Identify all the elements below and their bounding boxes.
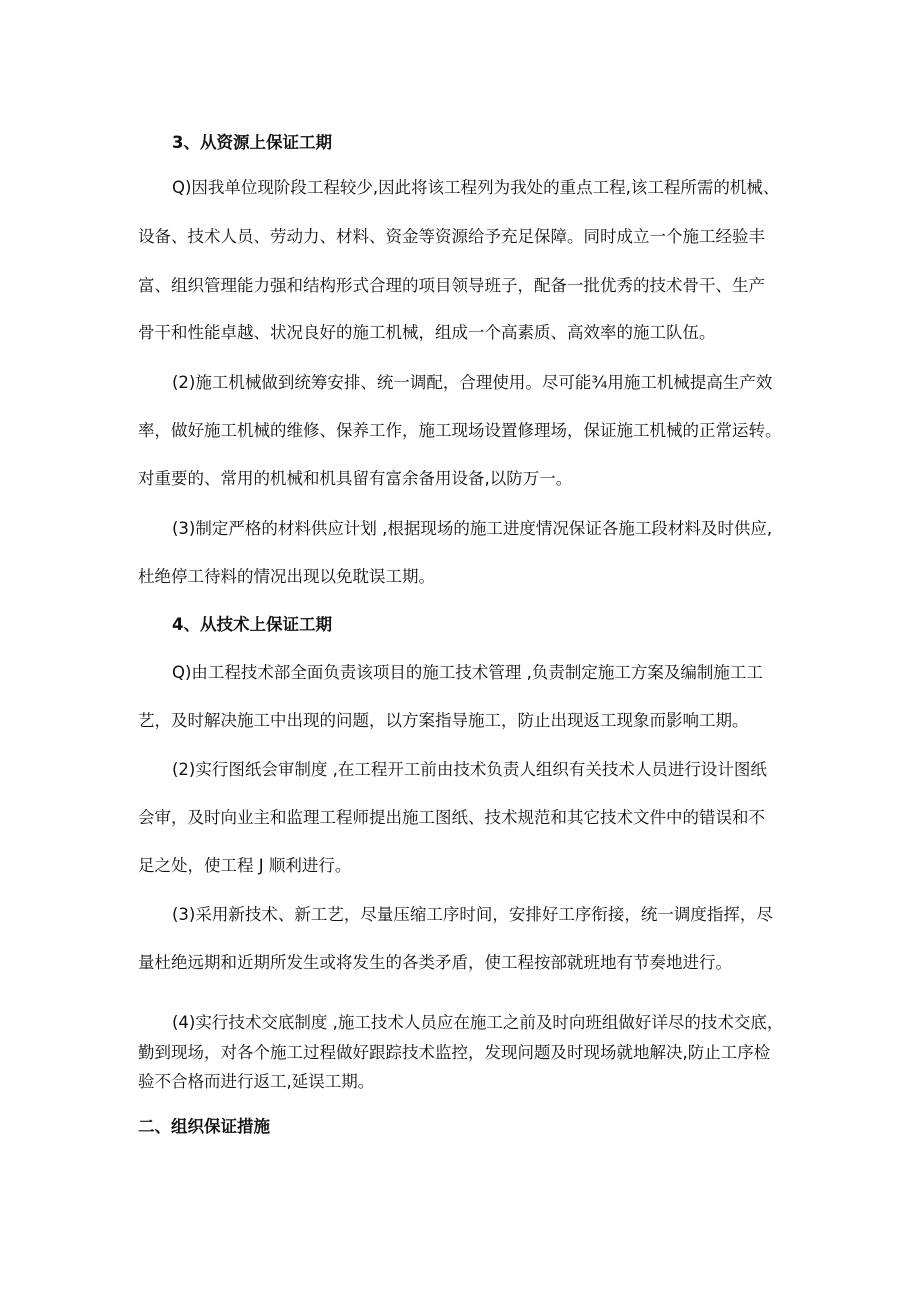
paragraph-line: 勤到现场，对各个施工过程做好跟踪技术监控，发现问题及时现场就地解决,防止工序检 [138,1043,771,1062]
paragraph-line: 骨干和性能卓越、状况良好的施工机械，组成一个高素质、高效率的施工队伍。 [138,323,716,342]
paragraph-line: 足之处，使工程 J 顺利进行。 [138,856,352,875]
paragraph-line: (2)施工机械做到统筹安排、统一调配，合理使用。尽可能¾用施工机械提高生产效 [172,373,773,392]
paragraph-line: (3)制定严格的材料供应计划 ,根据现场的施工进度情况保证各施工段材料及时供应, [172,519,773,538]
paragraph-line: 量杜绝远期和近期所发生或将发生的各类矛盾，使工程按部就班地有节奏地进行。 [138,953,732,972]
paragraph-line: 富、组织管理能力强和结构形式合理的项目领导班子，配备一批优秀的技术骨干、生产 [138,276,765,295]
paragraph-line: (4)实行技术交底制度 ,施工技术人员应在施工之前及时向班组做好详尽的技术交底， [172,1013,784,1032]
paragraph-line: 设备、技术人员、劳动力、材料、资金等资源给予充足保障。同时成立一个施工经验丰 [138,227,765,246]
paragraph-line: 会审，及时向业主和监理工程师提出施工图纸、技术规范和其它技术文件中的错误和不 [138,808,765,827]
paragraph-line: 杜绝停工待料的情况出现以免耽误工期。 [138,567,435,586]
section-heading: 3、从资源上保证工期 [172,133,332,152]
paragraph-line: 率，做好施工机械的维修、保养工作，施工现场设置修理场，保证施工机械的正常运转。 [138,421,782,440]
paragraph-line: Q)因我单位现阶段工程较少,因此将该工程列为我处的重点工程,该工程所需的机械、 [172,178,780,197]
paragraph-line: (3)采用新技术、新工艺，尽量压缩工序时间，安排好工序衔接，统一调度指挥，尽 [172,905,773,924]
section-heading: 二、组织保证措施 [138,1117,270,1136]
paragraph-line: 对重要的、常用的机械和机具留有富余备用设备,以防万一。 [138,469,573,488]
paragraph-line: (2)实行图纸会审制度 ,在工程开工前由技术负责人组织有关技术人员进行设计图纸 [172,760,767,779]
paragraph-line: Q)由工程技术部全面负责该项目的施工技术管理 ,负责制定施工方案及编制施工工 [172,663,763,682]
section-heading: 4、从技术上保证工期 [172,615,332,634]
paragraph-line: 验不合格而进行返工,延误工期。 [138,1072,375,1091]
paragraph-line: 艺，及时解决施工中出现的问题，以方案指导施工，防止出现返工现象而影响工期。 [138,711,749,730]
